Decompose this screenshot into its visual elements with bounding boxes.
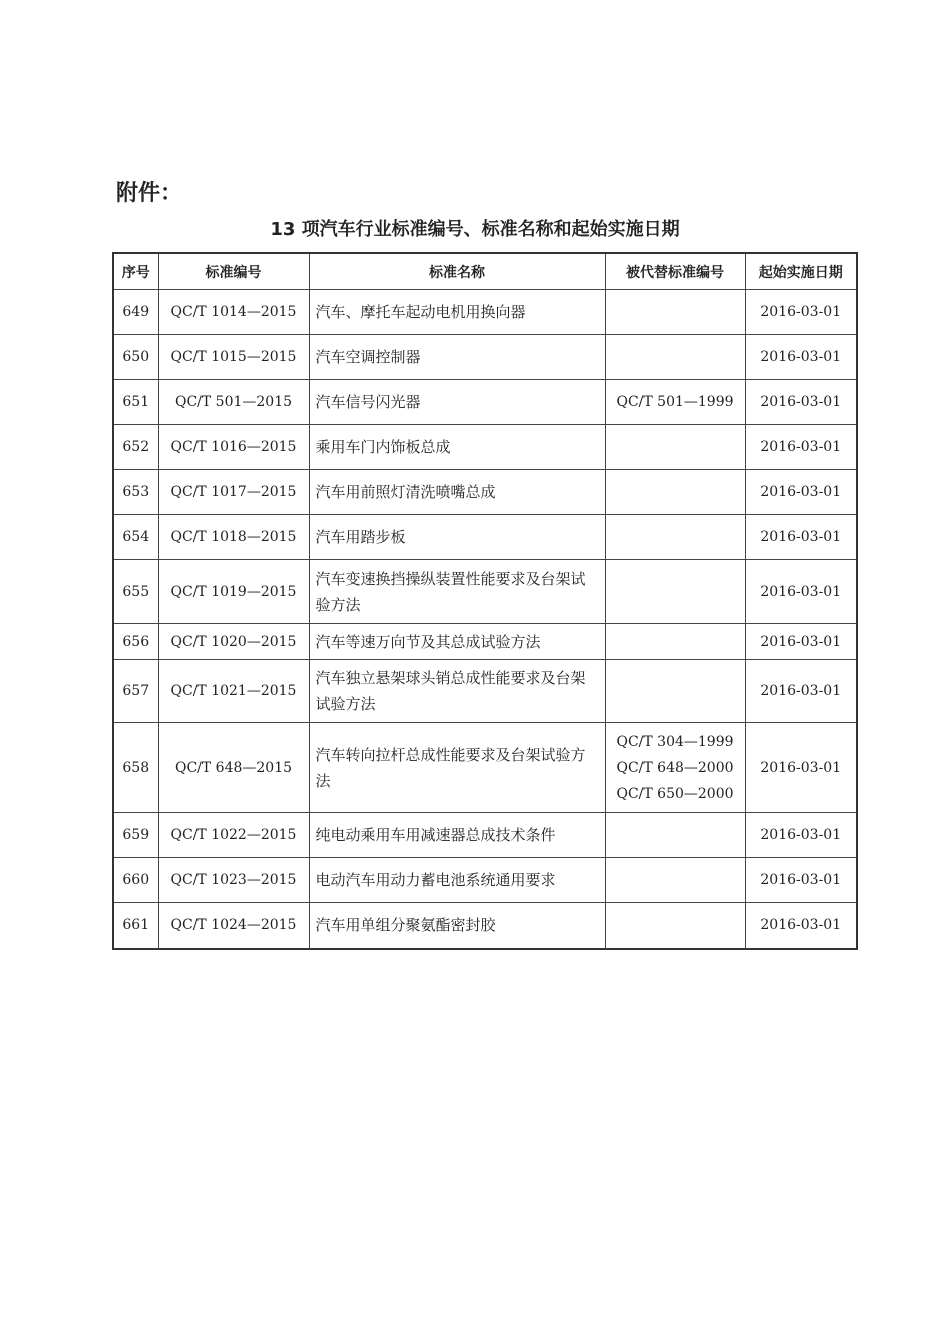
header-replaced: 被代替标准编号 [605,253,745,290]
replaced-standard [605,290,745,335]
row-number: 661 [113,903,158,949]
replaced-standard: QC/T 304—1999 QC/T 648—2000 QC/T 650—2000 [605,723,745,813]
effective-date: 2016-03-01 [745,380,857,425]
standard-code: QC/T 1016—2015 [158,425,309,470]
standard-code: QC/T 1019—2015 [158,560,309,624]
replaced-standard [605,335,745,380]
header-code: 标准编号 [158,253,309,290]
row-number: 660 [113,858,158,903]
effective-date: 2016-03-01 [745,515,857,560]
table-row [113,624,857,660]
replaced-standard: QC/T 501—1999 [605,380,745,425]
standard-name: 汽车用踏步板 [309,515,605,560]
standard-name: 乘用车门内饰板总成 [309,425,605,470]
row-number: 659 [113,813,158,858]
standard-name: 汽车用前照灯清洗喷嘴总成 [309,470,605,515]
replaced-standard [605,470,745,515]
effective-date: 2016-03-01 [745,290,857,335]
header-no: 序号 [113,253,158,290]
table-row [113,290,857,335]
effective-date: 2016-03-01 [745,903,857,949]
row-number: 652 [113,425,158,470]
standards-table [112,252,858,950]
table-row [113,560,857,624]
replaced-standard [605,560,745,624]
standard-code: QC/T 648—2015 [158,723,309,813]
standard-code: QC/T 1021—2015 [158,660,309,723]
table-row [113,660,857,723]
table-row [113,380,857,425]
effective-date: 2016-03-01 [745,813,857,858]
row-number: 657 [113,660,158,723]
header-name: 标准名称 [309,253,605,290]
standard-code: QC/T 1020—2015 [158,624,309,660]
header-date: 起始实施日期 [745,253,857,290]
replaced-standard [605,624,745,660]
standard-name: 汽车空调控制器 [309,335,605,380]
effective-date: 2016-03-01 [745,425,857,470]
attachment-label: 附件： [116,181,183,206]
standard-code: QC/T 1022—2015 [158,813,309,858]
standard-code: QC/T 1017—2015 [158,470,309,515]
row-number: 649 [113,290,158,335]
standard-code: QC/T 1015—2015 [158,335,309,380]
effective-date: 2016-03-01 [745,335,857,380]
effective-date: 2016-03-01 [745,858,857,903]
replaced-standard [605,813,745,858]
document-title: 13 项汽车行业标准编号、标准名称和起始实施日期 [270,219,680,240]
standard-name: 电动汽车用动力蓄电池系统通用要求 [309,858,605,903]
table-row [113,903,857,949]
table-row [113,335,857,380]
row-number: 650 [113,335,158,380]
table-row [113,858,857,903]
row-number: 651 [113,380,158,425]
standard-code: QC/T 1018—2015 [158,515,309,560]
replaced-standard [605,425,745,470]
standard-name: 汽车、摩托车起动电机用换向器 [309,290,605,335]
standard-name: 汽车用单组分聚氨酯密封胶 [309,903,605,949]
effective-date: 2016-03-01 [745,723,857,813]
standard-code: QC/T 1023—2015 [158,858,309,903]
effective-date: 2016-03-01 [745,624,857,660]
row-number: 655 [113,560,158,624]
row-number: 653 [113,470,158,515]
standard-code: QC/T 1014—2015 [158,290,309,335]
standard-name: 汽车独立悬架球头销总成性能要求及台架试验方法 [309,660,605,723]
effective-date: 2016-03-01 [745,660,857,723]
standard-code: QC/T 501—2015 [158,380,309,425]
table-row [113,470,857,515]
standard-name: 汽车转向拉杆总成性能要求及台架试验方法 [309,723,605,813]
replaced-standard [605,515,745,560]
standard-name: 汽车等速万向节及其总成试验方法 [309,624,605,660]
standard-name: 汽车信号闪光器 [309,380,605,425]
table-row [113,515,857,560]
table-row [113,813,857,858]
table-header-row [113,253,857,290]
effective-date: 2016-03-01 [745,470,857,515]
row-number: 656 [113,624,158,660]
table-row [113,723,857,813]
row-number: 658 [113,723,158,813]
replaced-standard [605,858,745,903]
standard-name: 纯电动乘用车用减速器总成技术条件 [309,813,605,858]
table-row [113,425,857,470]
standard-code: QC/T 1024—2015 [158,903,309,949]
replaced-standard [605,660,745,723]
standard-name: 汽车变速换挡操纵装置性能要求及台架试验方法 [309,560,605,624]
row-number: 654 [113,515,158,560]
effective-date: 2016-03-01 [745,560,857,624]
replaced-standard [605,903,745,949]
